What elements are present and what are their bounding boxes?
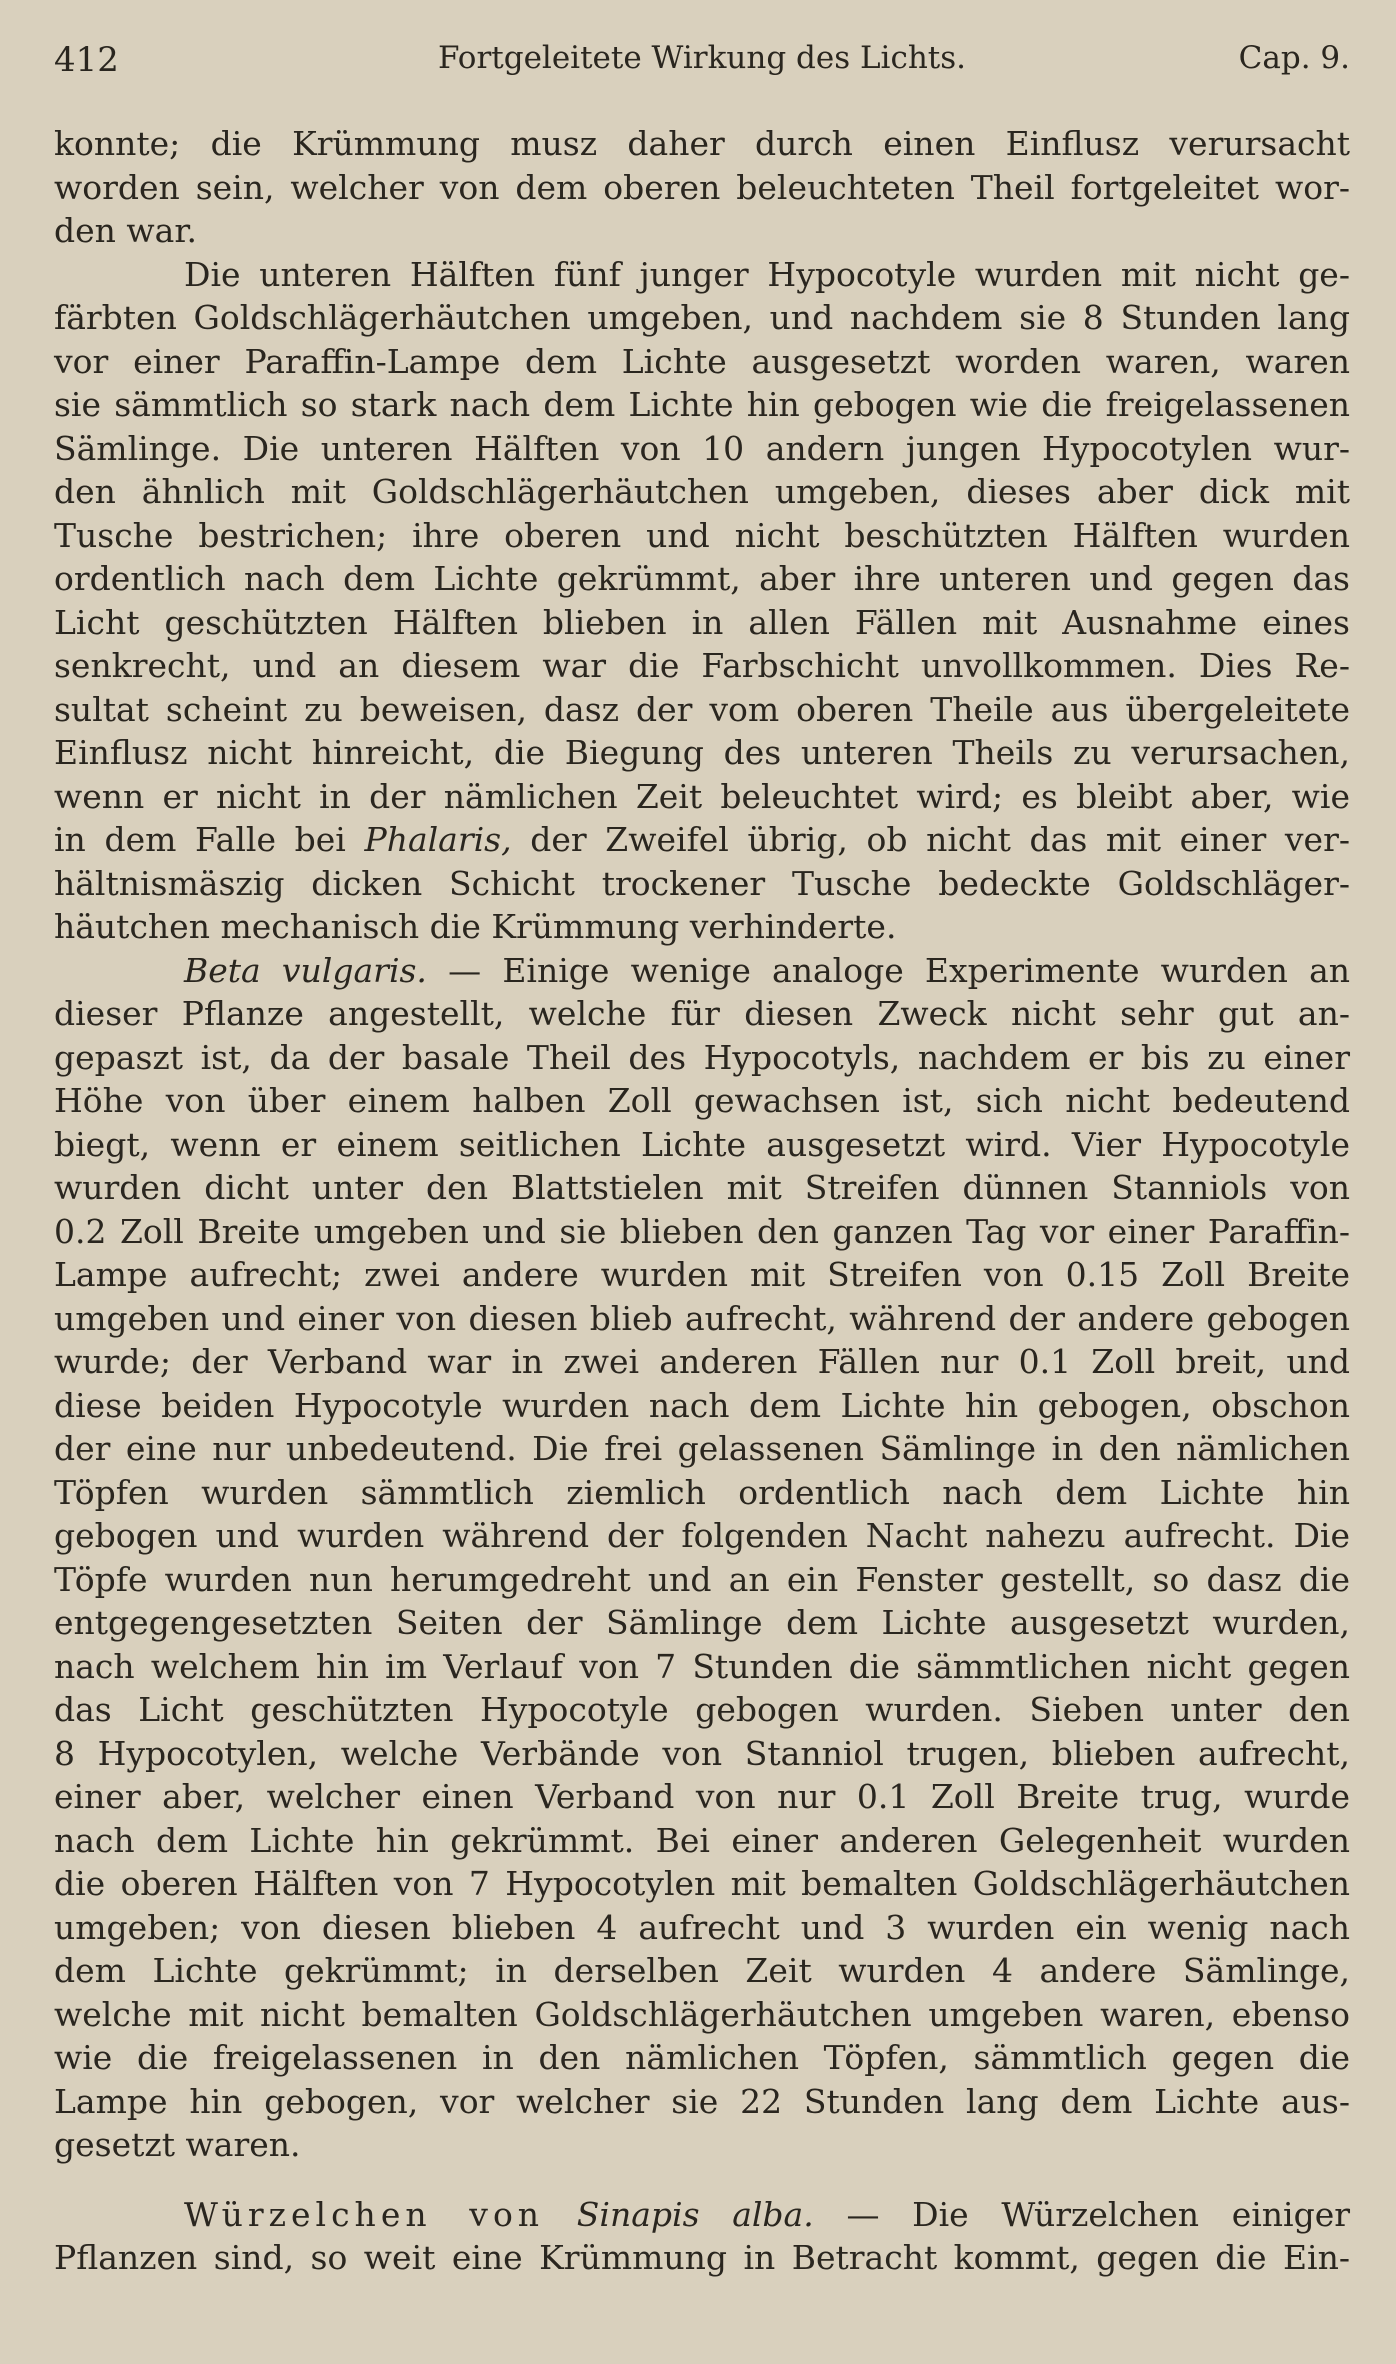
- text-line: [54, 949, 1350, 993]
- text-line: Lampe aufrecht; zwei andere wurden mit Streifen von 0.15 Zoll Breite: [54, 1255, 1350, 1294]
- text-line: gebogen und wurden während der folgenden Nacht nahezu aufrecht. Die: [54, 1516, 1350, 1555]
- text-line: vor einer Paraffin-Lampe dem Lichte ausgesetzt worden waren, waren: [54, 341, 1350, 381]
- text-line: Tusche bestrichen; ihre oberen und nicht beschützten Hälften wurden: [54, 515, 1350, 555]
- text-line: nach welchem hin im Verlauf von 7 Stunden die sämmtlichen nicht gegen: [54, 1646, 1350, 1686]
- text-line: gesetzt waren.: [54, 2125, 301, 2164]
- text-line: Licht geschützten Hälften blieben in allen Fällen mit Ausnahme eines: [54, 602, 1350, 642]
- text-line: der eine nur unbedeutend. Die frei gelassenen Sämlinge in den nämlichen: [54, 1429, 1350, 1468]
- text-line: die oberen Hälften von 7 Hypocotylen mit bemalten Goldschlägerhäutchen: [54, 1864, 1350, 1903]
- text-line: umgeben; von diesen blieben 4 aufrecht und 3 wurden ein wenig nach: [54, 1907, 1350, 1947]
- italic-species-name: Sinapis alba.: [576, 2194, 814, 2234]
- text-line: Höhe von über einem halben Zoll gewachsen ist, sich nicht bedeutend: [54, 1081, 1350, 1120]
- text-line: häutchen mechanisch die Krümmung verhinderte.: [54, 907, 897, 946]
- text-line: worden sein, welcher von dem oberen beleuchteten Theil fortgeleitet wor-: [54, 167, 1350, 207]
- text-line: Die unteren Hälften fünf junger Hypocotyle wurden mit nicht ge-: [184, 254, 1350, 294]
- text-line: senkrecht, und an diesem war die Farbschicht unvollkommen. Dies Re-: [54, 646, 1350, 685]
- text-line: hältnismäszig dicken Schicht trockener Tusche bedeckte Goldschläger-: [54, 863, 1350, 903]
- text-line: wurden dicht unter den Blattstielen mit Streifen dünnen Stanniols von: [54, 1168, 1350, 1207]
- italic-species-heading: Beta vulgaris.: [184, 950, 427, 990]
- text-line: konnte; die Krümmung musz daher durch einen Einflusz verursacht: [54, 124, 1350, 163]
- text-segment: — Einige wenige analoge Experimente wurden an: [426, 950, 1350, 990]
- text-line: biegt, wenn er einem seitlichen Lichte ausgesetzt wird. Vier Hypocotyle: [54, 1124, 1350, 1164]
- text-line: dem Lichte gekrümmt; in derselben Zeit wurden 4 andere Sämlinge,: [54, 1951, 1350, 1990]
- text-segment: der Zweifel übrig, ob nicht das mit einer ver-: [511, 820, 1351, 859]
- page-header: [54, 40, 1350, 92]
- text-line: dieser Pflanze angestellt, welche für diesen Zweck nicht sehr gut an-: [54, 994, 1350, 1033]
- text-line: gepaszt ist, da der basale Theil des Hypocotyls, nachdem er bis zu einer: [54, 1037, 1350, 1077]
- text-line: Pflanzen sind, so weit eine Krümmung in Betracht kommt, gegen die Ein-: [54, 2238, 1350, 2277]
- text-line: den ähnlich mit Goldschlägerhäutchen umgeben, dieses aber dick mit: [54, 472, 1350, 511]
- text-line: entgegengesetzten Seiten der Sämlinge dem Lichte ausgesetzt wurden,: [54, 1603, 1350, 1642]
- page-number: 412: [54, 40, 119, 80]
- text-line: sultat scheint zu beweisen, dasz der vom oberen Theile aus übergeleitete: [54, 689, 1350, 729]
- text-line: Töpfe wurden nun herumgedreht und an ein Fenster gestellt, so dasz die: [54, 1559, 1350, 1599]
- chapter-label: Cap. 9.: [1238, 40, 1350, 76]
- text-line: [54, 2193, 1350, 2237]
- text-line: ordentlich nach dem Lichte gekrümmt, aber ihre unteren und gegen das: [54, 559, 1350, 598]
- text-line: wenn er nicht in der nämlichen Zeit beleuchtet wird; es bleibt aber, wie: [54, 776, 1350, 816]
- text-line: welche mit nicht bemalten Goldschlägerhäutchen umgeben waren, ebenso: [54, 1994, 1350, 2034]
- text-line: einer aber, welcher einen Verband von nur 0.1 Zoll Breite trug, wurde: [54, 1777, 1350, 1816]
- text-line: umgeben und einer von diesen blieb aufrecht, während der andere gebogen: [54, 1298, 1350, 1338]
- italic-genus-name: Phalaris,: [364, 820, 512, 859]
- text-line: diese beiden Hypocotyle wurden nach dem Lichte hin gebogen, obschon: [54, 1385, 1350, 1425]
- text-segment: — Die Würzelchen einiger: [813, 2194, 1351, 2234]
- text-line: färbten Goldschlägerhäutchen umgeben, und nachdem sie 8 Stunden lang: [54, 298, 1350, 337]
- text-line: 8 Hypocotylen, welche Verbände von Stanniol trugen, blieben aufrecht,: [54, 1733, 1350, 1773]
- text-line: 0.2 Zoll Breite umgeben und sie blieben den ganzen Tag vor einer Paraffin-: [54, 1211, 1350, 1251]
- text-line: Töpfen wurden sämmtlich ziemlich ordentlich nach dem Lichte hin: [54, 1472, 1350, 1512]
- text-line: Einflusz nicht hinreicht, die Biegung des unteren Theils zu verursachen,: [54, 733, 1350, 772]
- text-line: nach dem Lichte hin gekrümmt. Bei einer anderen Gelegenheit wurden: [54, 1820, 1350, 1860]
- text-line: den war.: [54, 211, 197, 250]
- body-text: [54, 122, 1350, 2280]
- text-segment: [544, 2195, 577, 2234]
- text-segment: in dem Falle bei: [54, 820, 365, 859]
- text-line: wie die freigelassenen in den nämlichen Töpfen, sämmtlich gegen die: [54, 2038, 1350, 2077]
- spaced-heading: Würzelchen von: [184, 2194, 545, 2234]
- text-line: sie sämmtlich so stark nach dem Lichte hin gebogen wie die freigelassenen: [54, 385, 1350, 424]
- book-page: [54, 40, 1350, 2280]
- text-line: [54, 818, 1350, 862]
- text-line: wurde; der Verband war in zwei anderen Fällen nur 0.1 Zoll breit, und: [54, 1342, 1350, 1381]
- text-line: Sämlinge. Die unteren Hälften von 10 andern jungen Hypocotylen wur-: [54, 428, 1350, 468]
- text-line: das Licht geschützten Hypocotyle gebogen wurden. Sieben unter den: [54, 1690, 1350, 1729]
- text-line: Lampe hin gebogen, vor welcher sie 22 Stunden lang dem Lichte aus-: [54, 2081, 1350, 2121]
- running-title: Fortgeleitete Wirkung des Lichts.: [437, 40, 967, 76]
